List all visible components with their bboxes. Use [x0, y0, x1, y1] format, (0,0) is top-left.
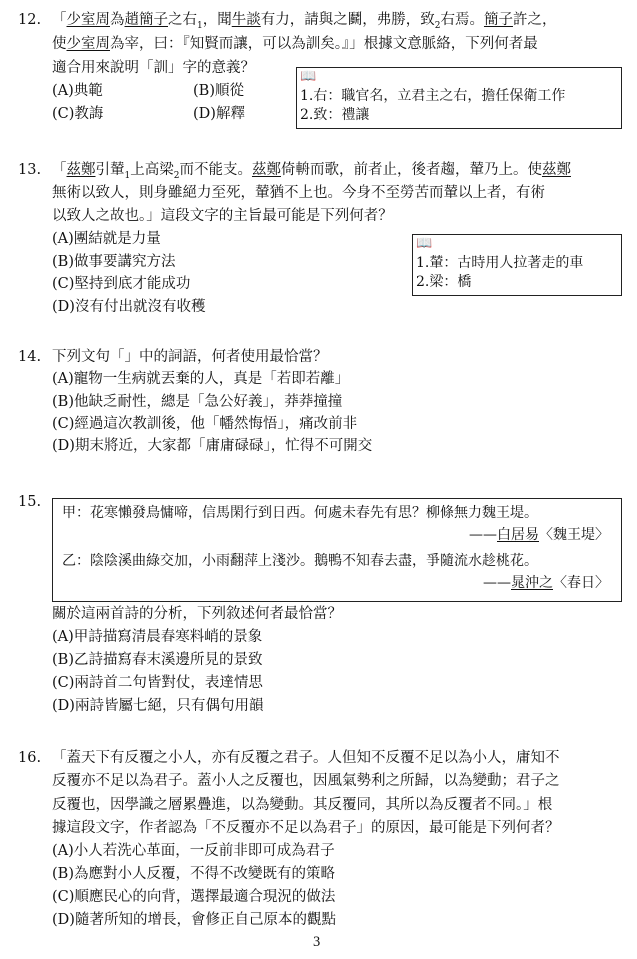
option-c: (C)順應民心的向背，選擇最適合現況的做法 — [52, 889, 336, 905]
annotation-1: 1.輦：古時用人拉著走的車 — [416, 255, 584, 271]
option-b: (B)他缺乏耐性，總是「急公好義」，莽莽撞撞 — [52, 394, 343, 410]
option-d: (D)期末將近，大家都「庸庸碌碌」，忙得不可開交 — [52, 438, 373, 454]
book-icon: 📖 — [416, 236, 433, 251]
question-number: 13. — [18, 162, 42, 178]
poem-jia: 甲：花寒懶發鳥慵啼，信馬閑行到日西。何處未春先有思？柳條無力魏王堤。 — [62, 505, 538, 521]
annotation-2: 2.梁：橋 — [416, 274, 472, 290]
option-c: (C)經過這次教訓後，他「幡然悔悟」，痛改前非 — [52, 416, 358, 432]
option-d: (D)沒有付出就沒有收穫 — [52, 299, 206, 315]
question-number: 15. — [18, 494, 42, 510]
annotation-2: 2.致：禮讓 — [300, 107, 370, 123]
q13-line-2: 無術以致人，則身雖絕力至死，輦猶不上也。今身不至勞苦而輦以上者，有術 — [52, 185, 545, 201]
q12-line-2: 使少室周為宰，曰：『知賢而讓，可以為訓矣。』」根據文意脈絡，下列何者最 — [52, 36, 538, 52]
option-d: (D)隨著所知的增長，會修正自己原本的觀點 — [52, 912, 336, 928]
option-b: (B)乙詩描寫春末溪邊所見的景致 — [52, 652, 263, 668]
option-a: (A)甲詩描寫清晨春寒料峭的景象 — [52, 629, 263, 645]
poem-yi: 乙：陰陰溪曲綠交加，小雨翻萍上淺沙。鵝鴨不知春去盡，爭隨流水趁桃花。 — [62, 553, 538, 569]
option-a: (A)典範 — [52, 83, 103, 99]
q12-line-1: 「少室周為趙簡子之右$_1$，聞牛談有力，請與之鬬，弗勝，致$_2$右焉。簡子許之， — [52, 12, 557, 31]
poem-jia-attribution: ——白居易〈魏王堤〉 — [469, 527, 609, 543]
annotation-1: 1.右：職官名，立君主之右，擔任保衛工作 — [300, 88, 566, 104]
q16-line-1: 「蓋天下有反覆之小人，亦有反覆之君子。人但知不反覆不足以為小人，庸知不 — [52, 750, 560, 766]
option-b: (B)順從 — [193, 83, 244, 99]
option-a: (A)小人若洗心革面，一反前非即可成為君子 — [52, 843, 335, 859]
option-c: (C)兩詩首二句皆對仗，表達情思 — [52, 675, 263, 691]
book-icon: 📖 — [300, 69, 317, 84]
question-number: 12. — [18, 12, 42, 28]
q15-stem: 關於這兩首詩的分析，下列敘述何者最恰當？ — [52, 606, 342, 622]
option-a: (A)寵物一生病就丟棄的人，真是「若即若離」 — [52, 371, 350, 387]
annotation-box — [412, 234, 622, 296]
q16-line-2: 反覆亦不足以為君子。蓋小人之反覆也，因風氣勢利之所歸，以為變動；君子之 — [52, 773, 560, 789]
option-d: (D)解釋 — [193, 106, 245, 122]
poem-yi-attribution: ——晁沖之〈春日〉 — [483, 575, 609, 591]
q12-line-3: 適合用來說明「訓」字的意義？ — [52, 60, 255, 76]
option-c: (C)堅持到底才能成功 — [52, 276, 191, 292]
q14-stem: 下列文句「」中的詞語，何者使用最恰當？ — [52, 349, 328, 365]
option-a: (A)團結就是力量 — [52, 231, 161, 247]
question-number: 16. — [18, 750, 42, 766]
option-c: (C)教誨 — [52, 106, 104, 122]
q13-line-3: 以致人之故也。」這段文字的主旨最可能是下列何者？ — [52, 208, 393, 224]
q16-line-4: 據這段文字，作者認為「不反覆亦不足以為君子」的原因，最可能是下列何者？ — [52, 820, 560, 836]
poem-box — [52, 498, 622, 602]
page-number: 3 — [313, 934, 321, 950]
q13-line-1: 「茲鄭引輦$_1$上高梁$_2$而不能支。茲鄭倚輈而歌，前者止，後者趨，輦乃上。使茲鄭 — [52, 162, 571, 181]
annotation-box — [296, 67, 622, 129]
option-b: (B)為應對小人反覆，不得不改變既有的策略 — [52, 866, 335, 882]
q16-line-3: 反覆也，因學識之層累疊進，以為變動。其反覆同，其所以為反覆者不同。」根 — [52, 797, 553, 813]
question-number: 14. — [18, 349, 42, 365]
option-d: (D)兩詩皆屬七絕，只有偶句用韻 — [52, 698, 264, 714]
option-b: (B)做事要講究方法 — [52, 254, 176, 270]
